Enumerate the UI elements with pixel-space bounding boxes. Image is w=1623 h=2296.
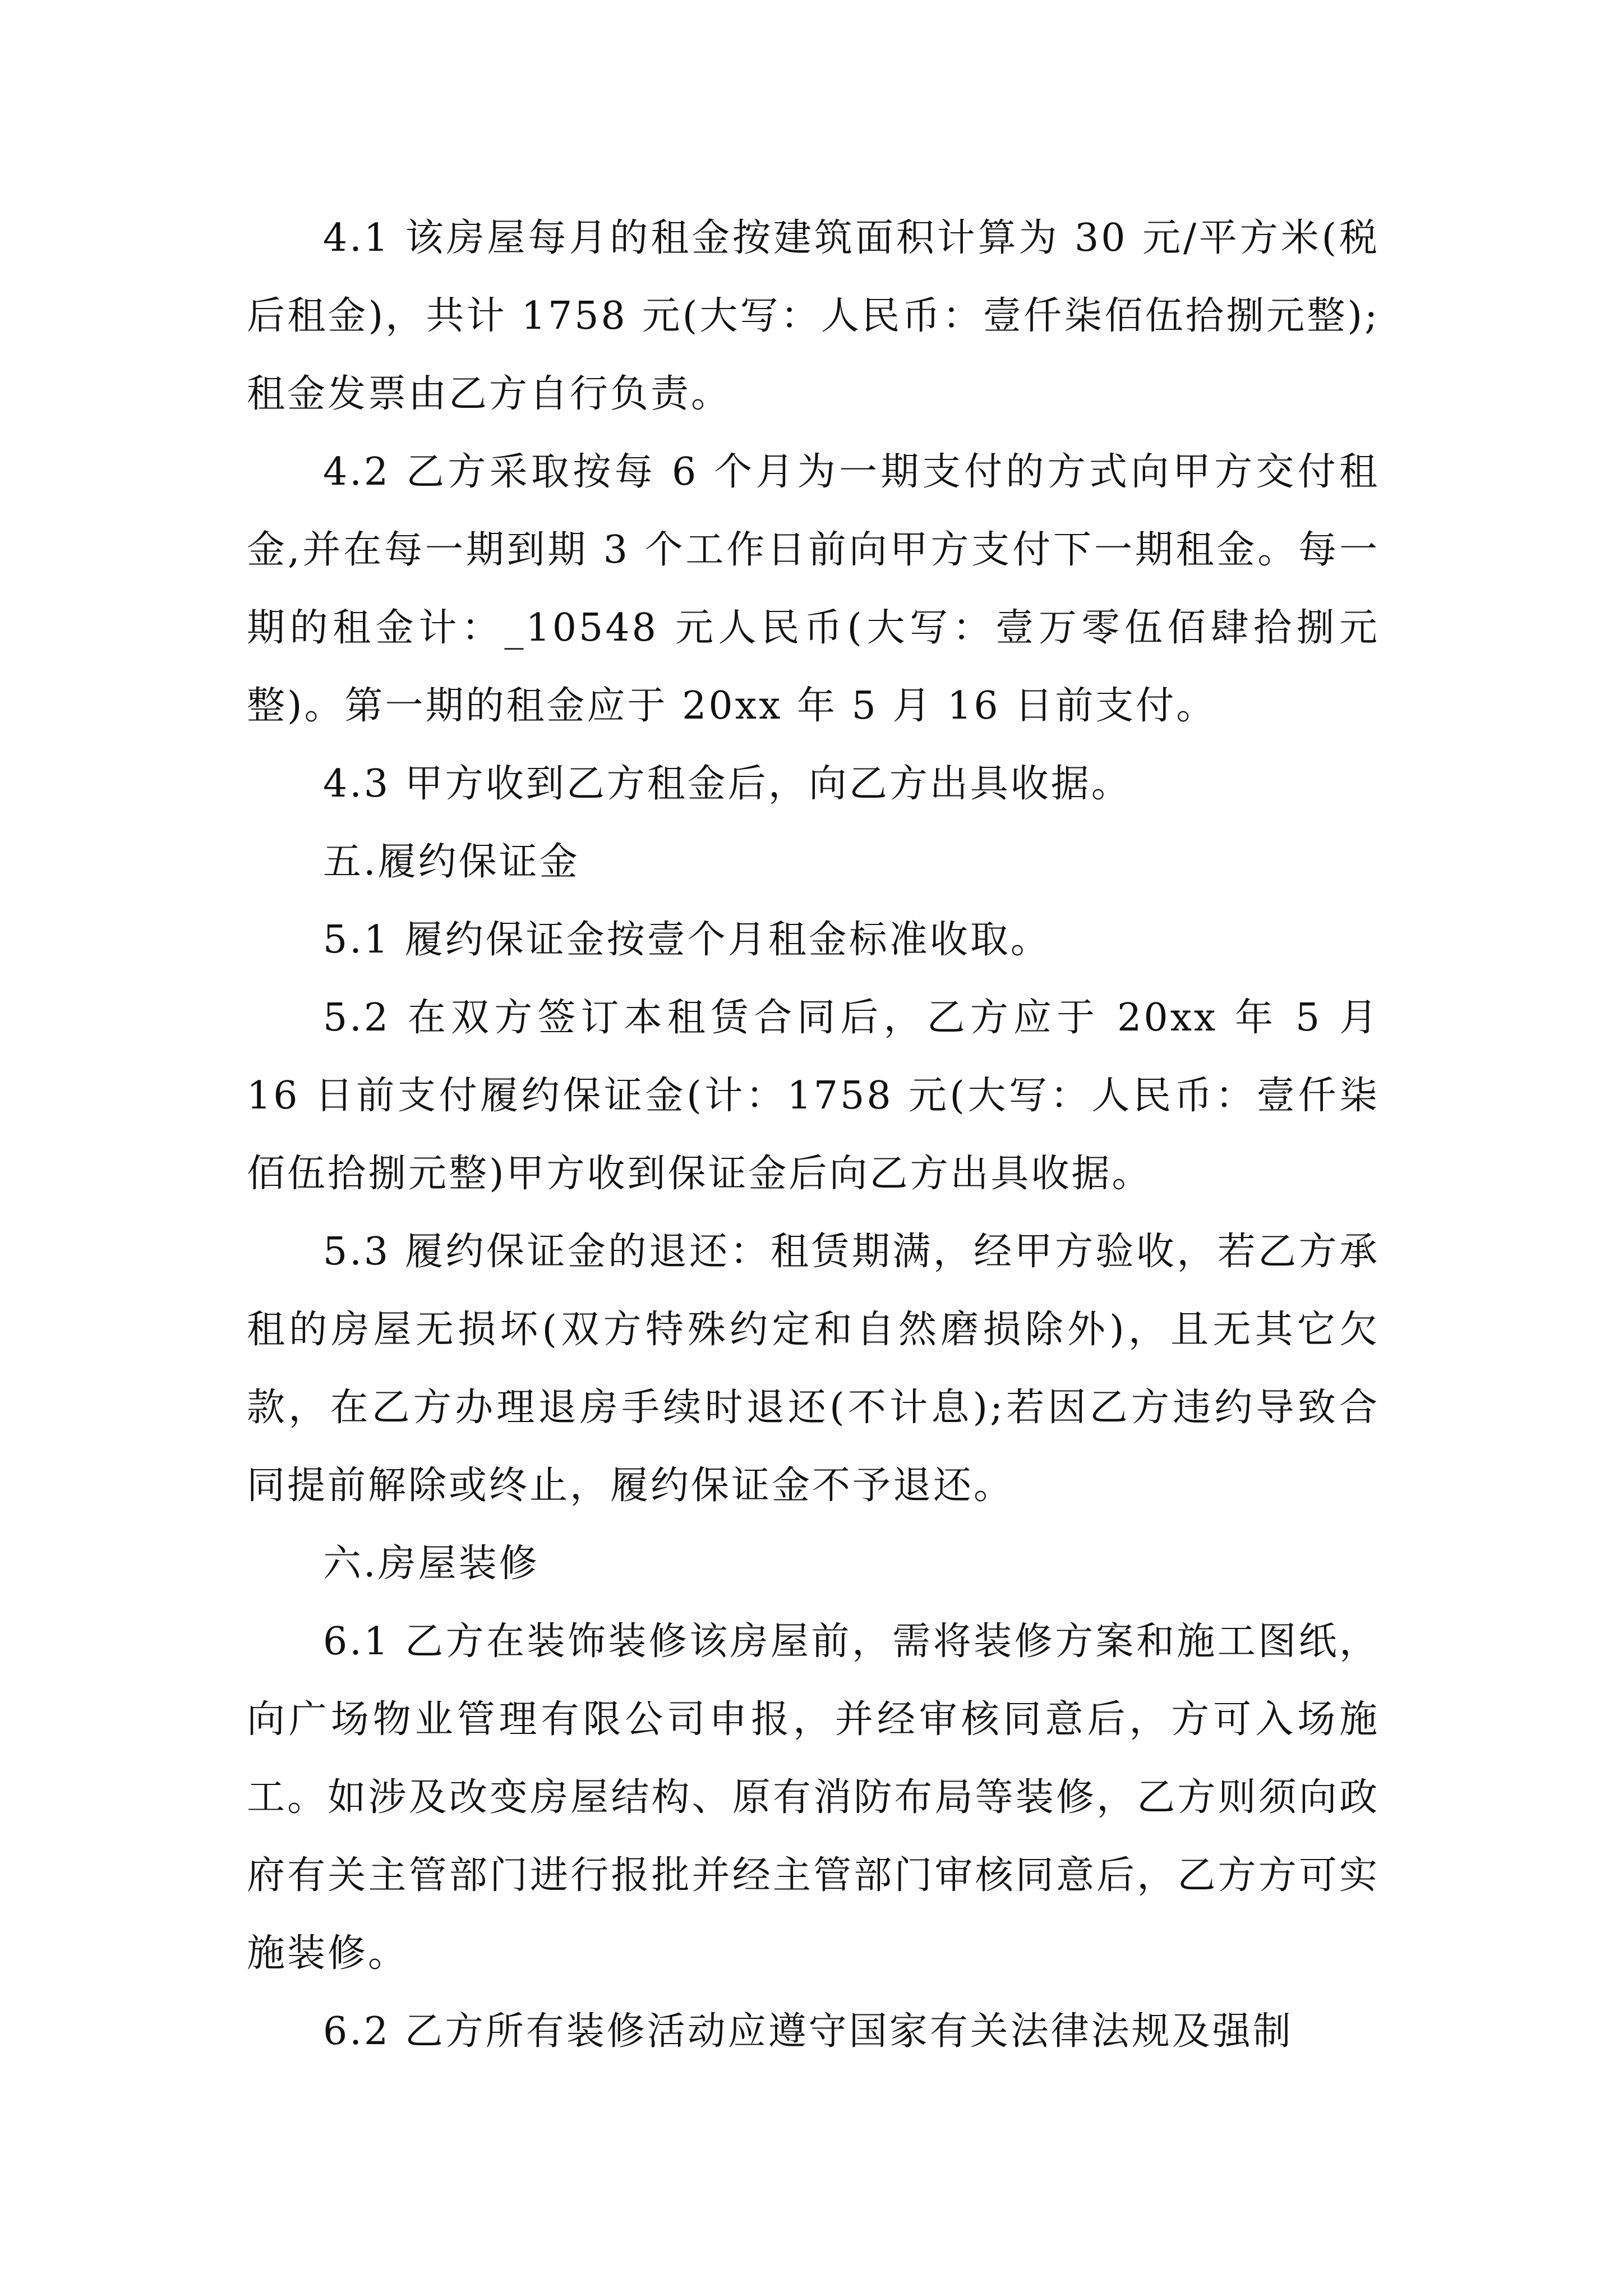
paragraph-6-1: 6.1 乙方在装饰装修该房屋前，需将装修方案和施工图纸，向广场物业管理有限公司申报，并经审核同意后，方可入场施工。如涉及改变房屋结构、原有消防布局等装修，乙方则须向政府有关主管部门进行报批并经主管部门审核同意后，乙方方可实施装修。 bbox=[247, 1619, 1380, 1976]
paragraph-5-2: 5.2 在双方签订本租赁合同后，乙方应于 20xx 年 5 月 16 日前支付履约保证金(计：1758 元(大写：人民币：壹仟柒佰伍拾捌元整)甲方收到保证金后向乙方出具收据。 bbox=[247, 996, 1380, 1196]
section-heading-5: 五.履约保证金 bbox=[323, 840, 580, 884]
paragraph-6-2: 6.2 乙方所有装修活动应遵守国家有关法律法规及强制 bbox=[323, 2009, 1293, 2054]
document-page bbox=[247, 199, 1380, 2070]
section-heading-6: 六.房屋装修 bbox=[323, 1542, 540, 1586]
paragraph-4-1: 4.1 该房屋每月的租金按建筑面积计算为 30 元/平方米(税后租金)，共计 1758 元(大写：人民币：壹仟柒佰伍拾捌元整);租金发票由乙方自行负责。 bbox=[247, 216, 1380, 416]
paragraph-5-1: 5.1 履约保证金按壹个月租金标准收取。 bbox=[323, 918, 1051, 962]
paragraph-4-3: 4.3 甲方收到乙方租金后，向乙方出具收据。 bbox=[323, 762, 1132, 806]
paragraph-5-3: 5.3 履约保证金的退还：租赁期满，经甲方验收，若乙方承租的房屋无损坏(双方特殊约定和自然磨损除外)，且无其它欠款，在乙方办理退房手续时退还(不计息);若因乙方违约导致合同提前解除或终止，履约保证金不予退还。 bbox=[247, 1230, 1380, 1508]
paragraph-4-2: 4.2 乙方采取按每 6 个月为一期支付的方式向甲方交付租金,并在每一期到期 3 个工作日前向甲方支付下一期租金。每一期的租金计：_10548 元人民币(大写：壹万零伍佰肆拾捌元整)。第一期的租金应于 20xx 年 5 月 16 日前支付。 bbox=[247, 450, 1380, 728]
